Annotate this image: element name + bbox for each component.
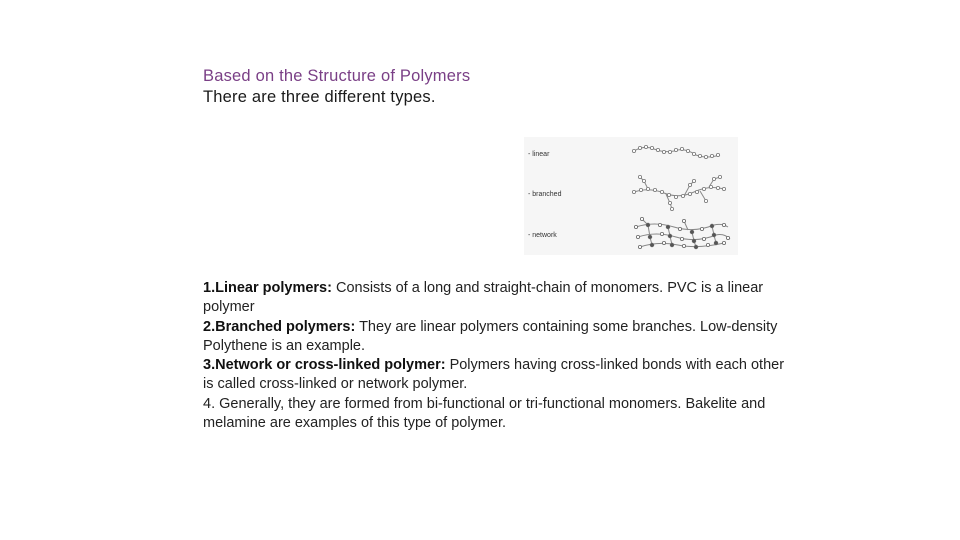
- body-text: [203, 279, 793, 433]
- point-text: Polymers having cross-linked bonds with each other is called cross-linked or network polymer.: [203, 357, 785, 393]
- point-text: They are linear polymers containing some branches. Low-density Polythene is an example.: [203, 318, 778, 354]
- label-network: - network: [528, 232, 557, 239]
- slide-heading: [203, 66, 470, 108]
- linear-chain: [632, 145, 720, 158]
- point-network: [203, 356, 793, 395]
- polymer-structure-figure: [524, 137, 738, 255]
- point-general: [203, 395, 793, 434]
- point-text: Consists of a long and straight-chain of monomers. PVC is a linear polymer: [203, 280, 764, 316]
- point-text: 4. Generally, they are formed from bi-functional or tri-functional monomers. Bakelite and melamine are examples of this type of polymer.: [203, 395, 766, 432]
- point-linear: [203, 279, 793, 318]
- label-linear: - linear: [528, 151, 550, 158]
- point-title: 1.Linear polymers:: [203, 280, 332, 296]
- point-title: 2.Branched polymers:: [203, 318, 356, 335]
- heading-subtitle: There are three different types.: [203, 88, 436, 106]
- point-branched: [203, 318, 793, 357]
- label-branched: - branched: [528, 191, 562, 198]
- network-structure: [634, 217, 730, 248]
- point-title: 3.Network or cross-linked polymer:: [203, 357, 446, 374]
- branched-chain: [632, 175, 725, 210]
- polymer-structure-diagram: [524, 137, 738, 255]
- heading-title: Based on the Structure of Polymers: [203, 67, 471, 85]
